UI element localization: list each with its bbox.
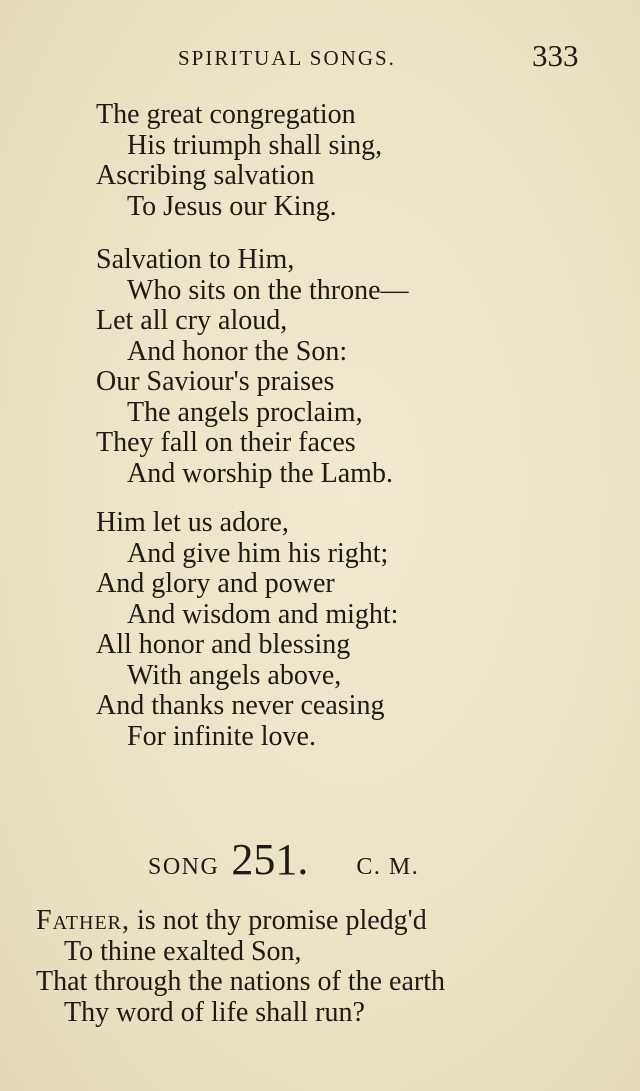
verse-line: With angels above, bbox=[127, 659, 342, 691]
verse-line: That through the nations of the earth bbox=[36, 966, 445, 997]
verse-line: The great congregation bbox=[96, 99, 356, 130]
verse-line: The angels proclaim, bbox=[127, 396, 363, 428]
song-number: 251. bbox=[231, 835, 309, 884]
verse-line: Him let us adore, bbox=[96, 507, 289, 538]
song-label: SONG bbox=[148, 854, 220, 880]
first-line-rest: is not thy promise pledg'd bbox=[130, 905, 427, 936]
verse-line: And honor the Son: bbox=[127, 335, 348, 367]
verse-line: To thine exalted Son, bbox=[64, 935, 302, 967]
verse-line: And glory and power bbox=[96, 568, 335, 599]
verse-line: To Jesus our King. bbox=[127, 190, 337, 222]
song-heading bbox=[148, 834, 419, 885]
verse-line: Who sits on the throne— bbox=[127, 274, 409, 306]
verse-line: Salvation to Him, bbox=[96, 244, 295, 275]
stanza-2 bbox=[96, 245, 409, 489]
verse-line: And thanks never ceasing bbox=[96, 690, 385, 721]
page-number: 333 bbox=[532, 38, 579, 73]
song-meter: C. M. bbox=[356, 854, 420, 880]
verse-line: His triumph shall sing, bbox=[127, 129, 383, 161]
verse-line: All honor and blessing bbox=[96, 629, 351, 660]
first-word: Father, bbox=[36, 905, 131, 936]
verse-line: And give him his right; bbox=[127, 537, 389, 569]
verse-line: For infinite love. bbox=[127, 720, 316, 752]
stanza-3 bbox=[96, 508, 398, 752]
verse-line bbox=[36, 906, 445, 937]
song-251-stanza bbox=[36, 906, 445, 1028]
verse-line: Thy word of life shall run? bbox=[64, 996, 365, 1028]
running-title: SPIRITUAL SONGS. bbox=[178, 46, 396, 70]
verse-line: And wisdom and might: bbox=[127, 598, 399, 630]
verse-line: And worship the Lamb. bbox=[127, 457, 393, 489]
verse-line: Our Saviour's praises bbox=[96, 366, 335, 397]
verse-line: Let all cry aloud, bbox=[96, 305, 288, 336]
stanza-1 bbox=[96, 100, 382, 222]
verse-line: Ascribing salvation bbox=[96, 160, 315, 191]
verse-line: They fall on their faces bbox=[96, 427, 356, 458]
